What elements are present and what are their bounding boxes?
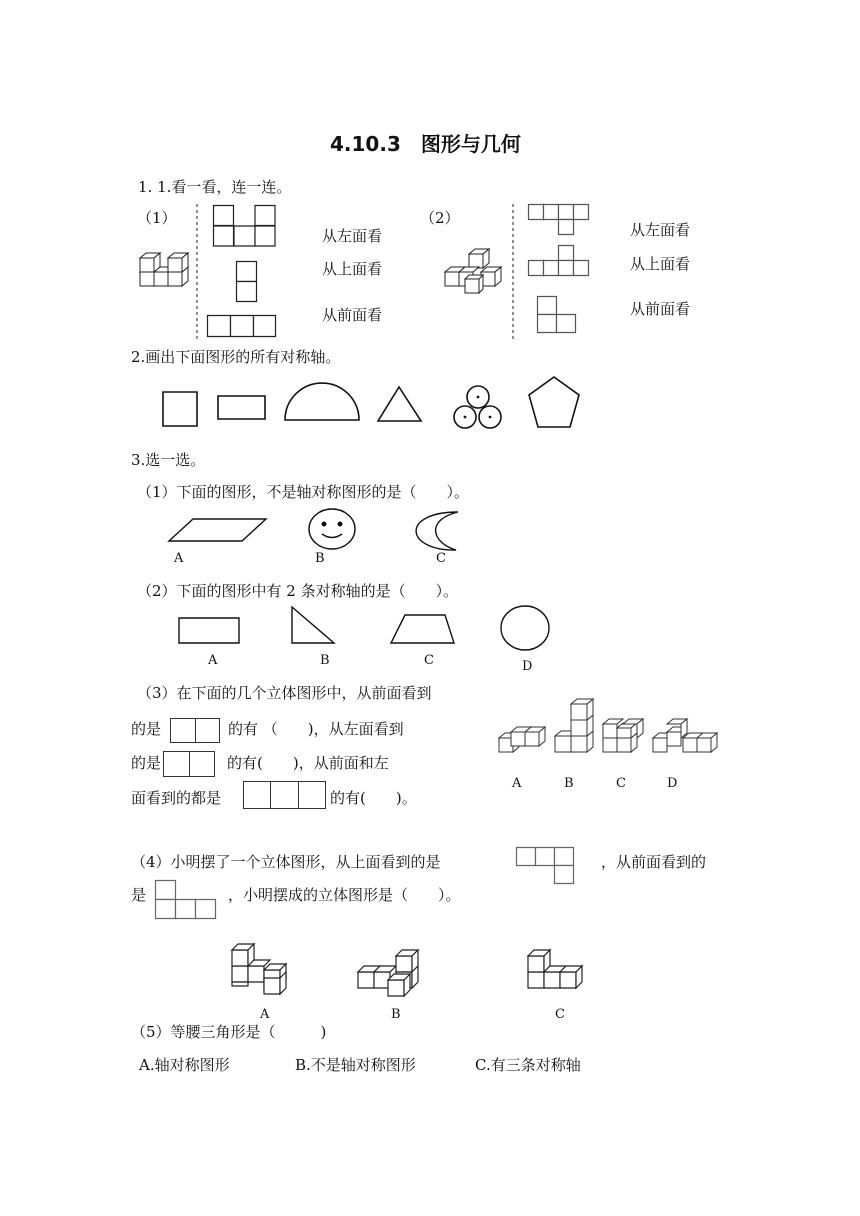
q3-s3-line2b: 的有 （ )，从左面看到 (228, 720, 404, 738)
q3-s3-label-d: D (667, 776, 678, 791)
q3-s3-line4a: 面看到的都是 (131, 789, 222, 807)
q3-s4-label-a: A (260, 1007, 270, 1022)
q3-s2-label-b: B (320, 653, 330, 668)
q1-view-grid-a (213, 205, 276, 247)
q3-heading: 3.选一选。 (131, 451, 206, 469)
q3-s3-line4b: 的有( )。 (330, 789, 417, 807)
q3-s3-line2a: 的是 (131, 720, 162, 738)
q1-heading: 1. 1.看一看，连一连。 (138, 178, 292, 196)
q3-s3-line3b: 的有( )，从前面和左 (227, 754, 389, 772)
q1-view1-label-left: 从左面看 (322, 227, 383, 245)
q1-view-grid-b (236, 261, 258, 303)
q3-s4-solids (228, 940, 588, 1002)
q1-solid-2 (443, 248, 503, 294)
q1-part2-label: （2） (420, 209, 460, 227)
q3-s2-label-d: D (522, 659, 533, 674)
q3-s1-text: （1）下面的图形，不是轴对称图形的是（ ）。 (137, 483, 470, 501)
q3-s2-label-a: A (208, 653, 218, 668)
q3-s3-solids (497, 698, 717, 756)
q3-s5-option-c: C.有三条对称轴 (475, 1056, 581, 1074)
q1-view-grid-d (528, 204, 590, 235)
q1-view2-label-front: 从前面看 (630, 300, 691, 318)
q3-s5-text: （5）等腰三角形是（ ) (131, 1023, 327, 1041)
q3-s3-label-a: A (512, 776, 522, 791)
q3-s1-label-b: B (315, 551, 325, 566)
q3-s2-shapes (0, 0, 1, 1)
q3-s1-label-a: A (174, 551, 184, 566)
q3-s5-option-b: B.不是轴对称图形 (295, 1056, 416, 1074)
q3-s4-line2a: 是 (131, 886, 147, 904)
q3-s3-view-two-boxes (170, 718, 220, 743)
q3-s2-label-c: C (424, 653, 434, 668)
q3-s4-label-b: B (391, 1007, 401, 1022)
q3-s3-label-c: C (616, 776, 626, 791)
q3-s3-line1: （3）在下面的几个立体图形中，从前面看到 (137, 684, 432, 702)
q3-s2-text: （2）下面的图形中有 2 条对称轴的是（ ）。 (137, 582, 459, 600)
q3-s3-view-two-boxes-b (163, 751, 215, 777)
q3-s5-option-a: A.轴对称图形 (139, 1056, 230, 1074)
q1-view2-label-top: 从上面看 (630, 255, 691, 273)
q1-solid-1 (138, 252, 194, 290)
q3-s4-front-view (155, 880, 217, 920)
q3-s4-top-view (516, 847, 576, 885)
q3-s3-view-three-boxes (243, 781, 326, 809)
q1-view1-label-front: 从前面看 (322, 306, 383, 324)
q1-view2-label-left: 从左面看 (630, 221, 691, 239)
q3-s3-line3a: 的是 (131, 754, 162, 772)
q1-view-grid-e (528, 245, 590, 276)
q1-part1-label: （1） (137, 209, 177, 227)
q1-view1-label-top: 从上面看 (322, 260, 383, 278)
page-title: 4.10.3 图形与几何 (330, 132, 521, 156)
q3-s1-label-c: C (436, 551, 446, 566)
q3-s4-line1b: ，从前面看到的 (601, 853, 707, 871)
q3-s4-line2b: ，小明摆成的立体图形是（ ）。 (228, 886, 461, 904)
q1-view-grid-f (537, 296, 577, 334)
q3-s4-label-c: C (555, 1007, 565, 1022)
q2-heading: 2.画出下面图形的所有对称轴。 (131, 348, 341, 366)
q1-view-grid-c (207, 315, 277, 338)
q3-s3-label-b: B (564, 776, 574, 791)
q3-s4-line1a: （4）小明摆了一个立体图形，从上面看到的是 (131, 853, 441, 871)
